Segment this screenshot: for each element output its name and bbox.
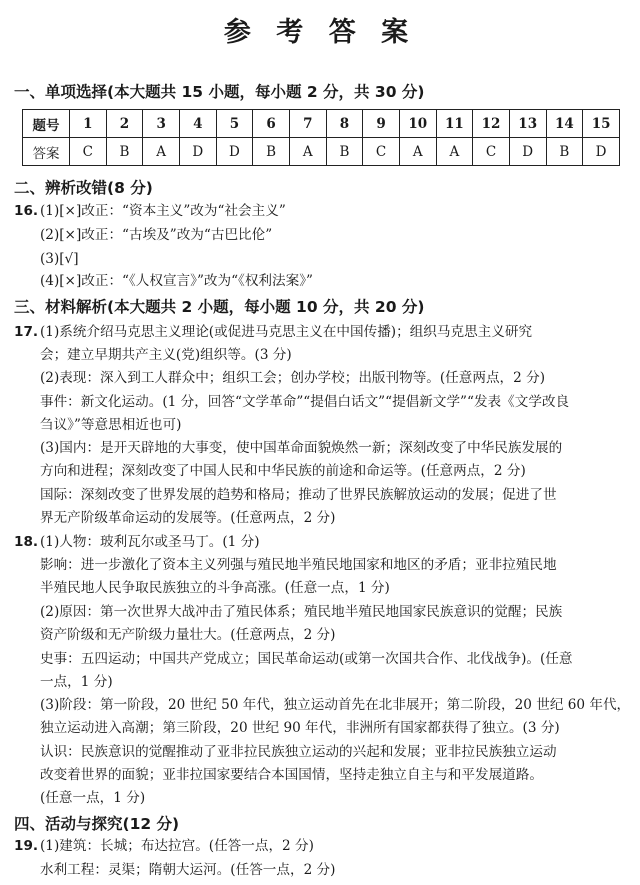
question-number-row (23, 110, 620, 138)
table-cell: 10 (399, 110, 436, 138)
answer-line: (1)人物：玻利瓦尔或圣马丁。(1 分) (40, 534, 260, 550)
answer-line: (3)[√] (40, 251, 79, 267)
table-cell: 15 (583, 110, 620, 138)
answer-line: 史事：五四运动；中国共产党成立；国民革命运动(或第一次国共合作、北伐战争)。(任意 (40, 651, 573, 667)
table-cell: A (399, 138, 436, 166)
table-cell: 4 (179, 110, 216, 138)
answer-row (23, 138, 620, 166)
page-title: 参 考 答 案 (223, 17, 417, 48)
answer-line: (2)表现：深入到工人群众中；组织工会；创办学校；出版刊物等。(任意两点，2 分) (40, 370, 546, 386)
table-cell: 1 (70, 110, 107, 138)
answer-line: 一点，1 分) (40, 674, 113, 690)
answer-line: 影响：进一步激化了资本主义列强与殖民地半殖民地国家和地区的矛盾；亚非拉殖民地 (40, 557, 557, 573)
answer-table (22, 109, 620, 166)
answer-line: (1)[×]改正：“资本主义”改为“社会主义” (40, 203, 286, 219)
table-cell: D (509, 138, 546, 166)
table-cell: 8 (326, 110, 363, 138)
table-cell: 14 (546, 110, 583, 138)
table-cell: B (106, 138, 143, 166)
answer-line: 界无产阶级革命运动的发展等。(任意两点，2 分) (40, 510, 336, 526)
section-4-heading: 四、活动与探究(12 分) (14, 815, 180, 833)
table-cell: D (216, 138, 253, 166)
question-number: 18. (14, 534, 39, 550)
table-cell: A (436, 138, 473, 166)
answer-line: (3)阶段：第一阶段，20 世纪 50 年代，独立运动首先在北非展开；第二阶段，20 世纪 60 年代， (40, 697, 631, 713)
answer-line: 水利工程：灵渠；隋朝大运河。(任答一点，2 分) (40, 862, 336, 878)
section-2-heading: 二、辨析改错(8 分) (14, 179, 153, 197)
table-cell: 9 (363, 110, 400, 138)
table-cell: 13 (509, 110, 546, 138)
table-cell: B (326, 138, 363, 166)
table-cell: C (70, 138, 107, 166)
answer-line: (3)国内：是开天辟地的大事变，使中国革命面貌焕然一新；深刻改变了中华民族发展的 (40, 440, 563, 456)
answer-line: 独立运动进入高潮；第三阶段，20 世纪 90 年代，非洲所有国家都获得了独立。(3 分) (40, 720, 560, 736)
table-cell: 6 (253, 110, 290, 138)
answer-line: (4)[×]改正：“《人权宣言》”改为“《权利法案》” (40, 273, 313, 289)
section-1-heading: 一、单项选择(本大题共 15 小题，每小题 2 分，共 30 分) (14, 83, 425, 101)
table-cell: B (253, 138, 290, 166)
table-cell: 2 (106, 110, 143, 138)
table-cell: D (583, 138, 620, 166)
row-label-answer: 答案 (23, 138, 70, 166)
table-cell: 11 (436, 110, 473, 138)
answer-line: (1)系统介绍马克思主义理论(或促进马克思主义在中国传播)；组织马克思主义研究 (40, 324, 533, 340)
answer-line: 半殖民地人民争取民族独立的斗争高涨。(任意一点，1 分) (40, 580, 390, 596)
table-cell: D (179, 138, 216, 166)
answer-line: 认识：民族意识的觉醒推动了亚非拉民族独立运动的兴起和发展；亚非拉民族独立运动 (40, 744, 557, 760)
answer-line: 改变着世界的面貌；亚非拉国家要结合本国国情，坚持走独立自主与和平发展道路。 (40, 767, 543, 783)
answer-line: 国际：深刻改变了世界发展的趋势和格局；推动了世界民族解放运动的发展；促进了世 (40, 487, 557, 503)
section-3-heading: 三、材料解析(本大题共 2 小题，每小题 10 分，共 20 分) (14, 298, 425, 316)
answer-line: (2)原因：第一次世界大战冲击了殖民体系；殖民地半殖民地国家民族意识的觉醒；民族 (40, 604, 563, 620)
table-cell: A (289, 138, 326, 166)
table-cell: A (143, 138, 180, 166)
answer-line: (2)[×]改正：“古埃及”改为“古巴比伦” (40, 227, 273, 243)
question-number: 16. (14, 203, 39, 219)
answer-line: (任意一点，1 分) (40, 790, 146, 806)
table-cell: B (546, 138, 583, 166)
question-number: 17. (14, 324, 39, 340)
answer-line: 会；建立早期共产主义(党)组织等。(3 分) (40, 347, 292, 363)
table-cell: 3 (143, 110, 180, 138)
answer-line: 事件：新文化运动。(1 分，回答“文学革命”“提倡白话文”“提倡新文学”“发表《文学改良 (40, 394, 570, 410)
answer-line: (1)建筑：长城；布达拉宫。(任答一点，2 分) (40, 838, 314, 854)
table-cell: C (363, 138, 400, 166)
table-cell: 7 (289, 110, 326, 138)
table-cell: C (473, 138, 510, 166)
table-cell: 5 (216, 110, 253, 138)
table-cell: 12 (473, 110, 510, 138)
answer-line: 刍议》”等意思相近也可) (40, 417, 182, 433)
answer-line: 方向和进程；深刻改变了中国人民和中华民族的前途和命运等。(任意两点，2 分) (40, 463, 526, 479)
answer-line: 资产阶级和无产阶级力量壮大。(任意两点，2 分) (40, 627, 336, 643)
question-number: 19. (14, 838, 39, 854)
row-label-number: 题号 (23, 110, 70, 138)
